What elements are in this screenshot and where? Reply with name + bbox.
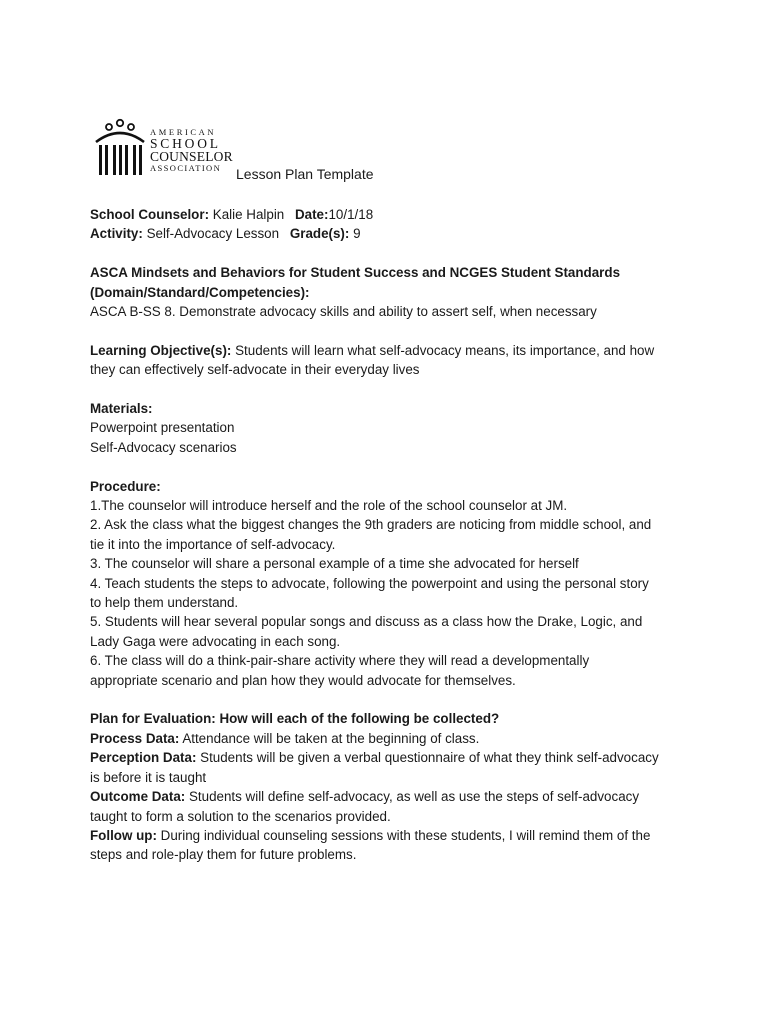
evaluation-heading: Plan for Evaluation: How will each of the following be collected?: [90, 711, 500, 727]
objectives-text-1: Students will learn what self-advocacy means, its importance, and how: [235, 342, 655, 358]
logo-line-counselor: COUNSELOR: [150, 149, 233, 164]
objectives-line-1: [90, 341, 690, 360]
procedure-line: 3. The counselor will share a personal example of a time she advocated for herself: [90, 556, 579, 572]
procedure-line: 1.The counselor will introduce herself and the role of the school counselor at JM.: [90, 498, 568, 514]
procedure-line: to help them understand.: [90, 595, 239, 611]
materials-heading: Materials:: [90, 401, 153, 417]
material-item: Powerpoint presentation: [90, 420, 235, 436]
logo-line-american: AMERICAN: [150, 127, 217, 137]
logo-line-school: SCHOOL: [150, 136, 221, 151]
asca-logo-icon: [92, 118, 148, 180]
perception-data-text-2: is before it is taught: [90, 769, 207, 785]
outcome-data-text: Students will define self-advocacy, as well as use the steps of self-advocacy: [188, 789, 640, 805]
follow-up-label: Follow up:: [90, 827, 157, 843]
perception-data-row: [90, 748, 690, 767]
perception-data-text: Students will be given a verbal questionnaire of what they think self-advocacy: [200, 750, 659, 766]
procedure-line: 4. Teach students the steps to advocate, following the powerpoint and using the personal story: [90, 575, 649, 591]
procedure-line: 2. Ask the class what the biggest changes the 9th graders are noticing from middle school, and: [90, 517, 652, 533]
asca-logo: [92, 118, 242, 180]
counselor-label: School Counselor:: [90, 207, 210, 222]
process-data-row: [90, 729, 690, 748]
procedure-line: 5. Students will hear several popular songs and discuss as a class how the Drake, Logic, and: [90, 614, 643, 630]
objectives-label: Learning Objective(s):: [90, 342, 232, 358]
process-data-label: Process Data:: [90, 730, 180, 746]
activity-grade-row: [90, 224, 690, 243]
objectives-line-2: they can effectively self-advocate in their everyday lives: [90, 362, 420, 378]
outcome-data-text-2: taught to form a solution to the scenarios provided.: [90, 808, 391, 824]
standards-heading-2: (Domain/Standard/Competencies):: [90, 284, 310, 300]
activity-label: Activity:: [90, 226, 143, 242]
asca-logo-wordmark: [150, 128, 233, 173]
date-value: 10/1/18: [328, 207, 374, 222]
follow-up-text: During individual counseling sessions with these students, I will remind them of the: [160, 827, 651, 843]
standards-heading-1: ASCA Mindsets and Behaviors for Student Success and NCGES Student Standards: [90, 265, 621, 281]
perception-data-label: Perception Data:: [90, 750, 197, 766]
standards-text: ASCA B-SS 8. Demonstrate advocacy skills and ability to assert self, when necessary: [90, 304, 597, 320]
outcome-data-label: Outcome Data:: [90, 789, 186, 805]
procedure-line: 6. The class will do a think-pair-share activity where they will read a developmentally: [90, 653, 590, 669]
counselor-value: Kalie Halpin: [212, 207, 285, 222]
follow-up-text-2: steps and role-play them for future problems.: [90, 847, 357, 863]
outcome-data-row: [90, 787, 690, 806]
counselor-date-row: [90, 205, 690, 224]
follow-up-row: [90, 826, 690, 845]
page-title: Lesson Plan Template: [236, 166, 374, 182]
lesson-plan-body: [90, 205, 690, 865]
grade-label: Grade(s):: [289, 226, 350, 242]
grade-value: 9: [353, 226, 361, 242]
activity-value: Self-Advocacy Lesson: [146, 226, 280, 242]
material-item: Self-Advocacy scenarios: [90, 439, 237, 455]
procedure-heading: Procedure:: [90, 478, 161, 494]
procedure-line: tie it into the importance of self-advocacy.: [90, 536, 336, 552]
procedure-line: appropriate scenario and plan how they would advocate for themselves.: [90, 672, 516, 688]
logo-line-association: ASSOCIATION: [150, 163, 222, 173]
process-data-text: Attendance will be taken at the beginning of class.: [182, 730, 480, 746]
date-label: Date:: [294, 207, 329, 222]
procedure-line: Lady Gaga were advocating in each song.: [90, 633, 341, 649]
